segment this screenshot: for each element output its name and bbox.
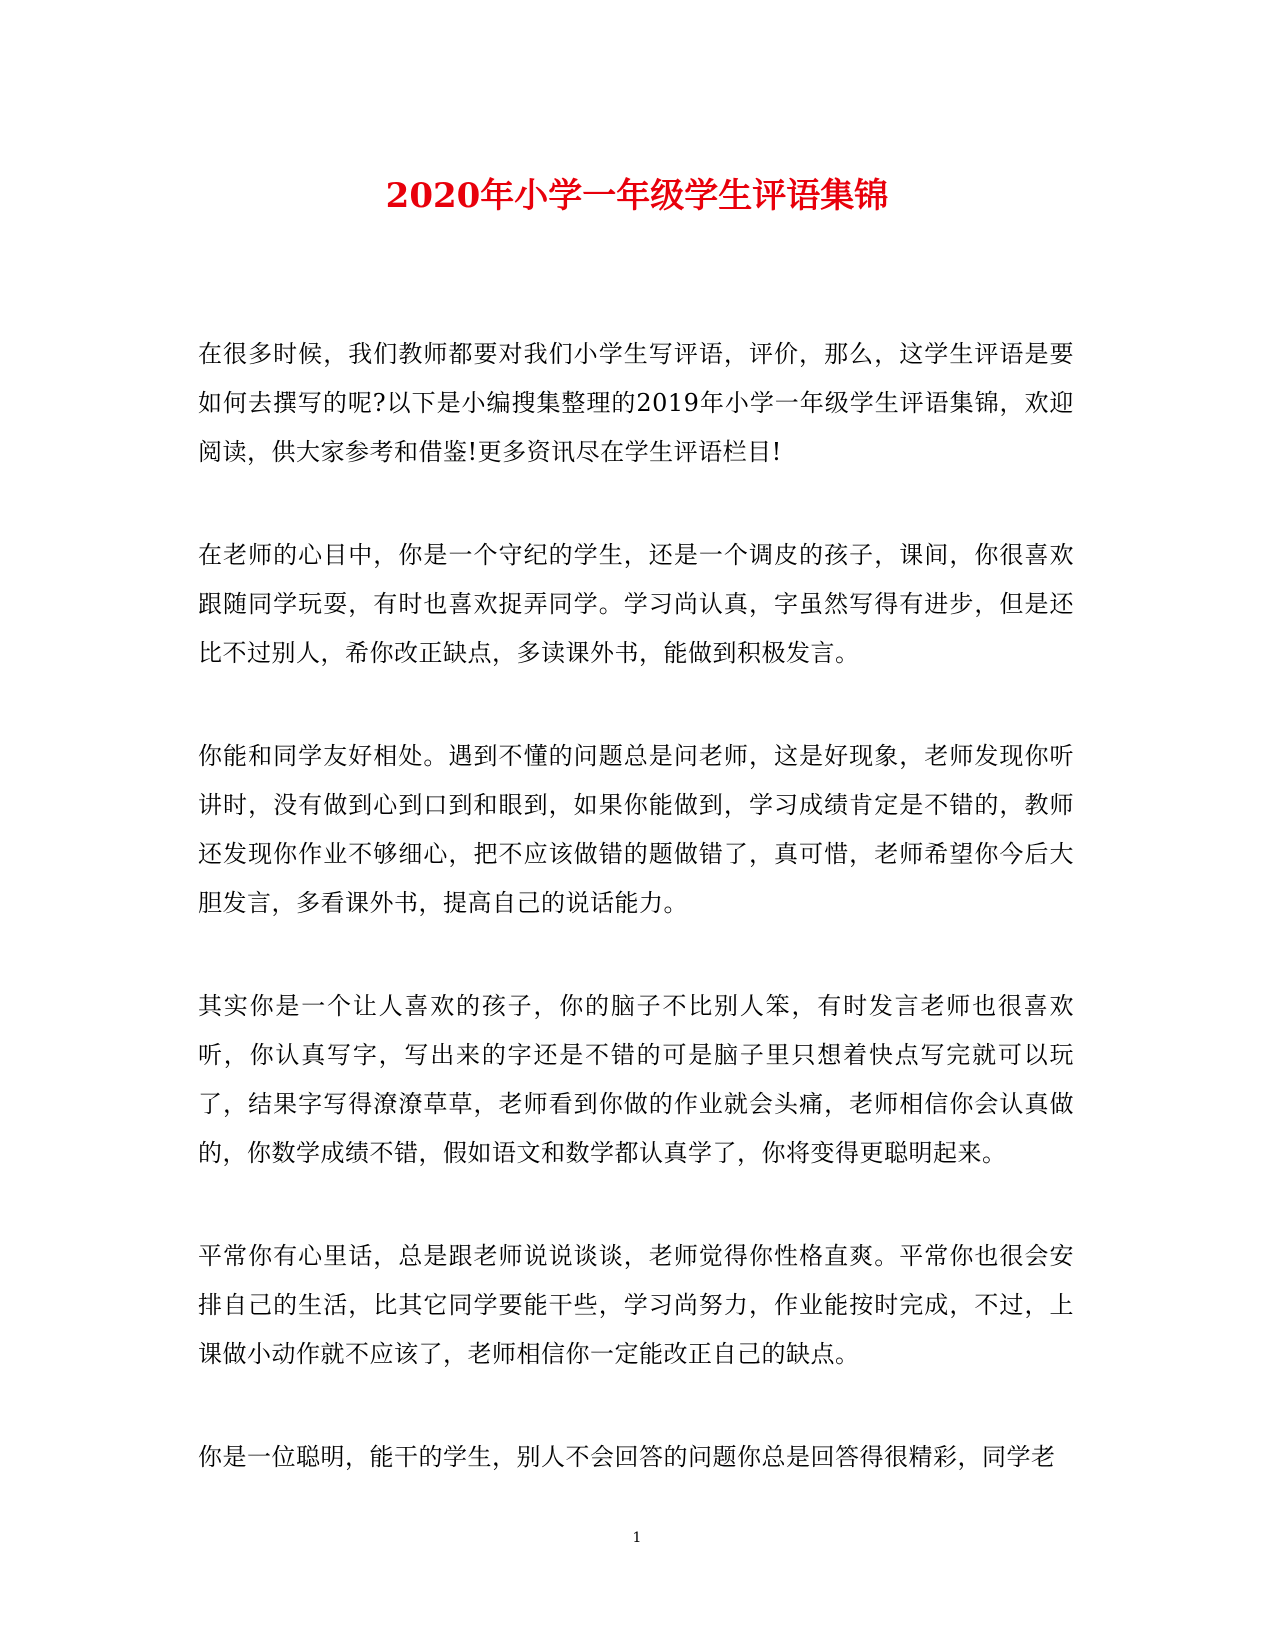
- paragraph-comment-5: 你是一位聪明，能干的学生，别人不会回答的问题你总是回答得很精彩，同学老: [198, 1443, 1056, 1471]
- paragraph-intro: 在很多时候，我们教师都要对我们小学生写评语，评价，那么，这学生评语是要如何去撰写的呢?以下是小编搜集整理的2019年小学一年级学生评语集锦，欢迎阅读，供大家参考和借鉴!更多资讯尽在学生评语栏目!: [198, 340, 1074, 466]
- paragraph-comment-3: 其实你是一个让人喜欢的孩子，你的脑子不比别人笨，有时发言老师也很喜欢听，你认真写字，写出来的字还是不错的可是脑子里只想着快点写完就可以玩了，结果字写得潦潦草草，老师看到你做的作业就会头痛，老师相信你会认真做的，你数学成绩不错，假如语文和数学都认真学了，你将变得更聪明起来。: [198, 992, 1074, 1167]
- page-number: 1: [632, 1530, 642, 1546]
- paragraph-comment-2: 你能和同学友好相处。遇到不懂的问题总是问老师，这是好现象，老师发现你听讲时，没有做到心到口到和眼到，如果你能做到，学习成绩肯定是不错的，教师还发现你作业不够细心，把不应该做错的题做错了，真可惜，老师希望你今后大胆发言，多看课外书，提高自己的说话能力。: [198, 742, 1074, 917]
- paragraph-comment-4: 平常你有心里话，总是跟老师说说谈谈，老师觉得你性格直爽。平常你也很会安排自己的生活，比其它同学要能干些，学习尚努力，作业能按时完成，不过，上课做小动作就不应该了，老师相信你一定能改正自己的缺点。: [198, 1242, 1074, 1368]
- paragraph-comment-1: 在老师的心目中，你是一个守纪的学生，还是一个调皮的孩子，课间，你很喜欢跟随同学玩耍，有时也喜欢捉弄同学。学习尚认真，字虽然写得有进步，但是还比不过别人，希你改正缺点，多读课外书，能做到积极发言。: [198, 541, 1074, 667]
- document-body: [198, 330, 1074, 1536]
- document-title: 2020年小学一年级学生评语集锦: [385, 176, 889, 216]
